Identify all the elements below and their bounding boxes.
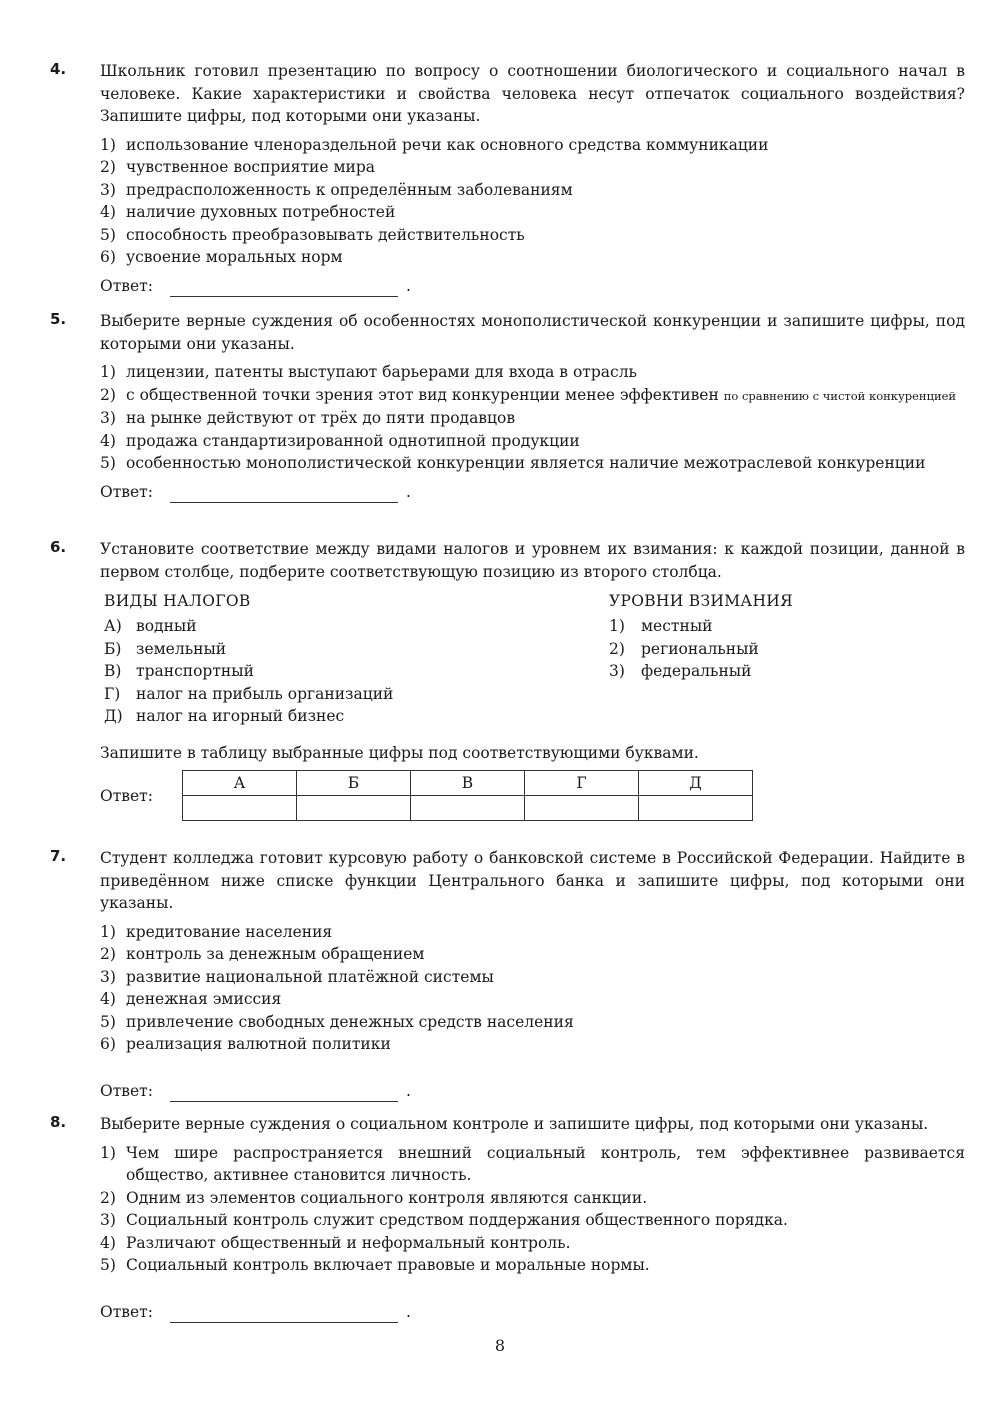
option-text: Социальный контроль служит средством поддержания общественного порядка. — [126, 1211, 788, 1229]
option-number: 5) — [100, 454, 116, 472]
options-list — [100, 1142, 965, 1277]
list-item — [104, 683, 609, 706]
option-text: наличие духовных потребностей — [126, 203, 396, 221]
column-heading: ВИДЫ НАЛОГОВ — [104, 592, 251, 610]
option-number: 2) — [100, 1188, 116, 1207]
answer-dot: . — [406, 1302, 411, 1321]
option-item — [100, 1254, 965, 1277]
levels-column — [609, 589, 965, 728]
option-number: 5) — [100, 1256, 116, 1274]
answer-cell[interactable] — [525, 796, 639, 821]
option-text: реализация валютной политики — [126, 1035, 391, 1053]
option-number: 3) — [100, 409, 116, 427]
answer-input-line[interactable] — [170, 281, 398, 297]
option-item — [100, 156, 965, 179]
option-number: 1) — [100, 135, 116, 154]
option-number: 2) — [100, 385, 116, 404]
item-text: региональный — [641, 639, 759, 658]
answer-input-line[interactable] — [170, 487, 398, 503]
table-header-cell: В — [411, 771, 525, 796]
option-number: 5) — [100, 1012, 116, 1031]
item-letter: Г) — [104, 684, 121, 703]
item-number: 2) — [609, 639, 625, 658]
option-text: кредитование населения — [126, 922, 333, 941]
option-text: способность преобразовывать действительность — [126, 225, 525, 244]
option-item — [100, 1142, 965, 1187]
option-text: особенностью монополистической конкуренции является наличие межотраслевой конкуренции — [126, 454, 926, 472]
question-5 — [50, 310, 965, 503]
question-number: 6. — [50, 538, 67, 556]
list-item — [609, 615, 965, 638]
item-text: земельный — [136, 639, 227, 658]
option-item — [100, 430, 965, 453]
answer-row — [100, 1080, 965, 1102]
option-number: 4) — [100, 203, 116, 221]
question-6 — [50, 538, 965, 821]
option-item — [100, 943, 965, 966]
option-number: 3) — [100, 180, 116, 199]
answer-input-line[interactable] — [170, 1307, 398, 1323]
option-main-text: с общественной точки зрения этот вид конкуренции менее эффективен — [126, 385, 719, 404]
option-text: Одним из элементов социального контроля являются санкции. — [126, 1188, 648, 1207]
question-text: Студент колледжа готовит курсовую работу о банковской системе в Российской Федерации. Найдите в приведённом ниже списке функции Центрального банка и запишите цифры, под которыми они указаны. — [100, 849, 965, 912]
item-letter: В) — [104, 662, 122, 680]
option-item — [100, 966, 965, 989]
option-item — [100, 384, 965, 408]
question-4 — [50, 60, 965, 297]
answer-label: Ответ: — [100, 1302, 153, 1321]
answer-cell[interactable] — [639, 796, 753, 821]
table-header-cell: Г — [525, 771, 639, 796]
item-number: 1) — [609, 617, 625, 635]
option-text: на рынке действуют от трёх до пяти продавцов — [126, 409, 516, 427]
options-list — [100, 361, 965, 475]
option-text: Чем шире распространяется внешний социальный контроль, тем эффективнее развивается общество, активнее становится личность. — [126, 1143, 965, 1184]
question-number: 8. — [50, 1113, 67, 1131]
option-text: чувственное восприятие мира — [126, 158, 375, 176]
answer-row — [100, 1301, 965, 1323]
question-text: Установите соответствие между видами налогов и уровнем их взимания: к каждой позиции, данной в первом столбце, подберите соответствующую позицию из второго столбца. — [100, 540, 965, 581]
option-number: 6) — [100, 1035, 116, 1053]
list-item — [104, 638, 609, 661]
column-heading: УРОВНИ ВЗИМАНИЯ — [609, 592, 793, 610]
option-item — [100, 246, 965, 269]
question-7 — [50, 847, 965, 1102]
answer-label: Ответ: — [100, 1081, 153, 1100]
item-text: водный — [136, 617, 197, 635]
list-item — [609, 660, 965, 683]
answer-label: Ответ: — [100, 786, 153, 805]
options-list — [100, 921, 965, 1056]
item-text: федеральный — [641, 662, 752, 680]
answer-table — [182, 770, 753, 821]
question-text: Школьник готовил презентацию по вопросу о соотношении биологического и социального начал в человеке. Какие характеристики и свойства человека несут отпечаток социального воздействия? Запишите цифры, под которыми они указаны. — [100, 62, 965, 125]
option-text: лицензии, патенты выступают барьерами для входа в отрасль — [126, 363, 637, 381]
item-letter: Б) — [104, 639, 122, 658]
option-item — [100, 361, 965, 384]
option-text: использование членораздельной речи как основного средства коммуникации — [126, 135, 769, 154]
option-text: предрасположенность к определённым заболеваниям — [126, 180, 573, 199]
option-number: 4) — [100, 990, 116, 1008]
table-header-cell: А — [183, 771, 297, 796]
item-text: местный — [641, 617, 713, 635]
option-text: развитие национальной платёжной системы — [126, 967, 494, 986]
question-number: 4. — [50, 60, 67, 78]
item-number: 3) — [609, 662, 625, 680]
option-number: 6) — [100, 248, 116, 266]
option-number: 3) — [100, 967, 116, 986]
option-text: Социальный контроль включает правовые и моральные нормы. — [126, 1256, 650, 1274]
item-letter: А) — [104, 617, 122, 635]
item-letter: Д) — [104, 707, 123, 725]
option-item — [100, 224, 965, 247]
table-instruction: Запишите в таблицу выбранные цифры под соответствующими буквами. — [100, 743, 699, 762]
option-item — [100, 1187, 965, 1210]
option-number: 1) — [100, 1143, 116, 1162]
matching-columns — [100, 589, 965, 728]
option-item — [100, 921, 965, 944]
table-header-cell: Д — [639, 771, 753, 796]
question-text: Выберите верные суждения о социальном контроле и запишите цифры, под которыми они указаны. — [100, 1115, 929, 1133]
option-number: 1) — [100, 922, 116, 941]
question-number: 5. — [50, 310, 67, 328]
option-text: Различают общественный и неформальный контроль. — [126, 1233, 571, 1252]
answer-table-row — [100, 770, 965, 821]
option-item — [100, 134, 965, 157]
option-item — [100, 452, 965, 475]
option-number: 1) — [100, 363, 116, 381]
option-item — [100, 1011, 965, 1034]
option-small-text: по сравнению с чистой конкуренцией — [723, 388, 957, 403]
answer-cell[interactable] — [411, 796, 525, 821]
option-item — [100, 1209, 965, 1232]
option-number: 4) — [100, 431, 116, 450]
item-text: транспортный — [136, 662, 254, 680]
list-item — [104, 705, 609, 728]
option-item — [100, 1033, 965, 1056]
answer-dot: . — [406, 1081, 411, 1100]
option-text: продажа стандартизированной однотипной продукции — [126, 431, 580, 450]
answer-label: Ответ: — [100, 276, 153, 295]
answer-row — [100, 481, 965, 503]
option-text: усвоение моральных норм — [126, 248, 343, 266]
table-header-cell: Б — [297, 771, 411, 796]
answer-cell[interactable] — [183, 796, 297, 821]
answer-input-line[interactable] — [170, 1086, 398, 1102]
option-text: привлечение свободных денежных средств населения — [126, 1012, 574, 1031]
option-number: 2) — [100, 945, 116, 963]
list-item — [104, 660, 609, 683]
option-text: контроль за денежным обращением — [126, 945, 425, 963]
option-text: денежная эмиссия — [126, 990, 282, 1008]
option-number: 5) — [100, 225, 116, 244]
list-item — [104, 615, 609, 638]
answer-dot: . — [406, 482, 411, 501]
item-text: налог на игорный бизнес — [136, 707, 345, 725]
question-text: Выберите верные суждения об особенностях монополистической конкуренции и запишите цифры, под которыми они указаны. — [100, 312, 965, 353]
question-8 — [50, 1113, 965, 1323]
option-item — [100, 407, 965, 430]
option-item — [100, 1232, 965, 1255]
option-number: 4) — [100, 1233, 116, 1252]
answer-cell[interactable] — [297, 796, 411, 821]
item-text: налог на прибыль организаций — [136, 684, 394, 703]
answer-dot: . — [406, 276, 411, 295]
option-number: 2) — [100, 158, 116, 176]
tax-types-column — [100, 589, 609, 728]
answer-label: Ответ: — [100, 482, 153, 501]
option-item — [100, 179, 965, 202]
page-number: 8 — [494, 1336, 506, 1355]
option-item — [100, 988, 965, 1011]
list-item — [609, 638, 965, 661]
options-list — [100, 134, 965, 269]
option-text — [126, 384, 965, 408]
option-item — [100, 201, 965, 224]
answer-row — [100, 275, 965, 297]
question-number: 7. — [50, 847, 67, 865]
option-number: 3) — [100, 1211, 116, 1229]
